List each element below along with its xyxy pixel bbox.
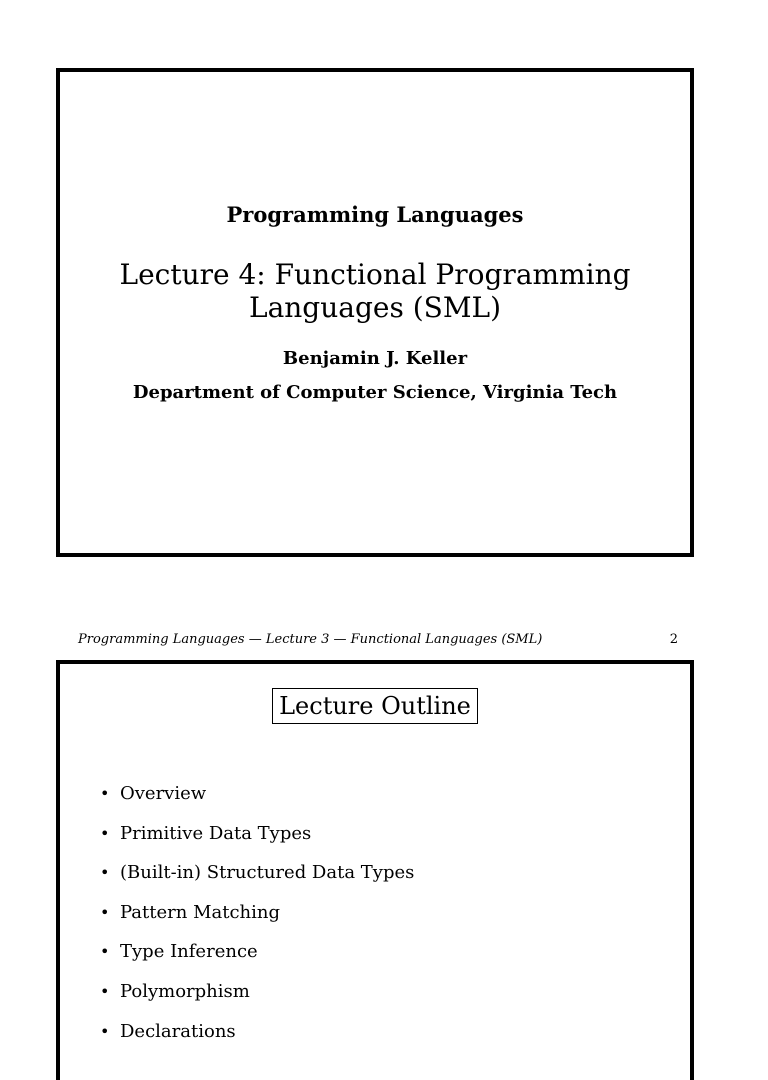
outline-item-label: Type Inference (120, 941, 258, 963)
course-title: Programming Languages (226, 202, 524, 227)
outline-item-label: Pattern Matching (120, 901, 281, 923)
outline-item (96, 901, 414, 941)
bullet-icon: • (100, 902, 110, 922)
outline-item (96, 861, 414, 901)
title-slide (56, 68, 694, 557)
bullet-icon: • (100, 863, 110, 883)
outline-item (96, 940, 414, 980)
outline-item (96, 1020, 414, 1060)
outline-slide (56, 660, 694, 1080)
lecture-title: Lecture 4: Functional Programming Languages (SML) (119, 258, 631, 324)
author-name: Benjamin J. Keller (282, 348, 468, 369)
outline-item (96, 980, 414, 1020)
outline-item (96, 782, 414, 822)
author-affiliation: Department of Computer Science, Virginia Tech (132, 382, 618, 403)
outline-list (96, 782, 414, 1059)
bullet-icon: • (100, 942, 110, 962)
page-header (78, 632, 678, 652)
outline-item-label: Primitive Data Types (120, 822, 312, 844)
outline-item-label: Overview (120, 783, 207, 804)
bullet-icon: • (100, 981, 110, 1001)
outline-item (96, 822, 414, 862)
outline-title-wrap (60, 688, 690, 724)
bullet-icon: • (100, 1021, 110, 1041)
running-header: Programming Languages — Lecture 3 — Functional Languages (SML) (78, 632, 543, 647)
bullet-icon: • (100, 784, 110, 803)
outline-item-label: Declarations (120, 1020, 236, 1042)
outline-item-label: Polymorphism (120, 980, 250, 1002)
outline-item-label: (Built-in) Structured Data Types (120, 862, 415, 884)
bullet-icon: • (100, 823, 110, 843)
page-number: 2 (669, 632, 678, 647)
outline-title: Lecture Outline (272, 688, 478, 724)
